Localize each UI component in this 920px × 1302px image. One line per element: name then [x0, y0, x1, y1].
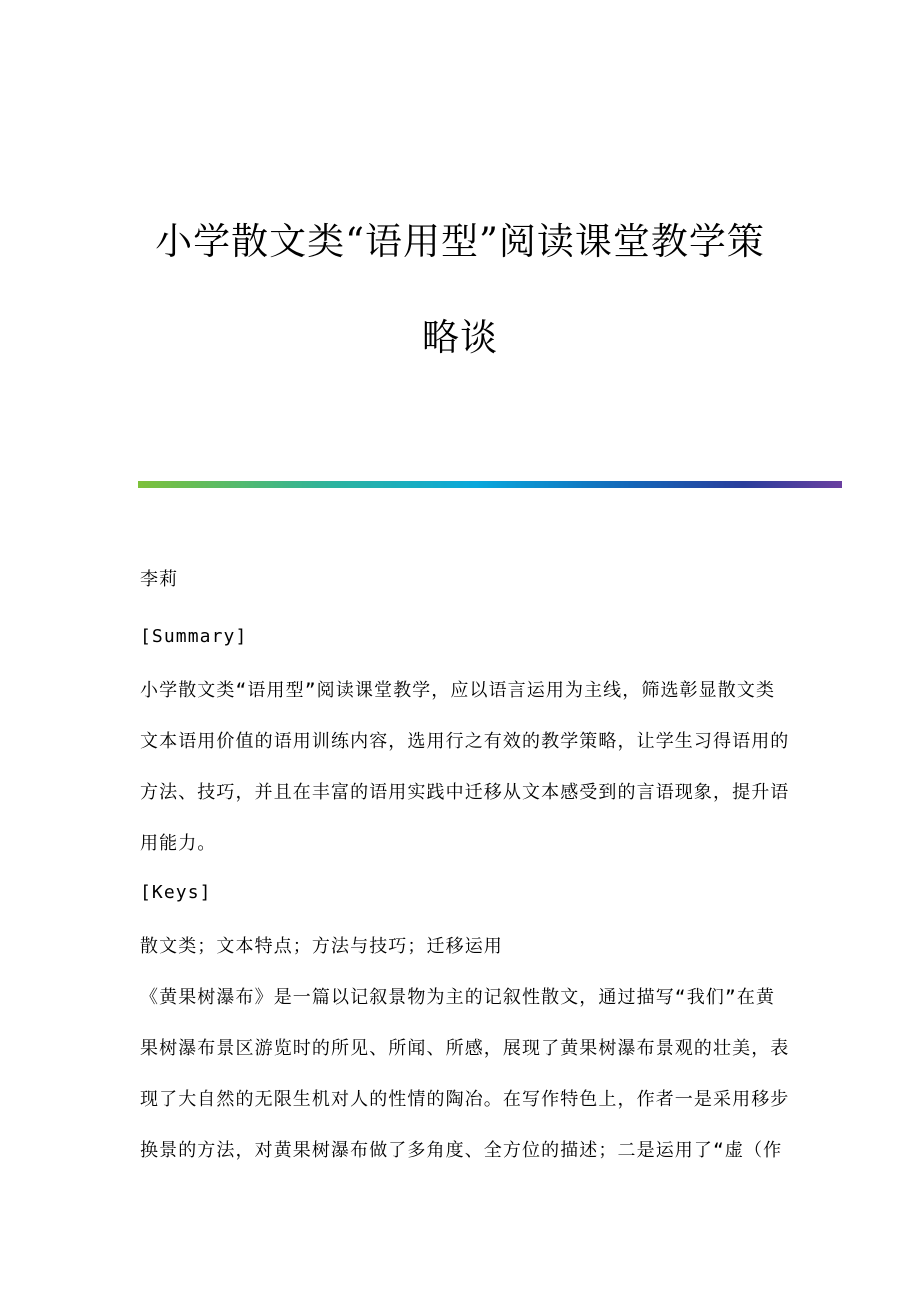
author-name: 李莉: [140, 569, 179, 590]
body-line: 果树瀑布景区游览时的所见、所闻、所感，展现了黄果树瀑布景观的壮美，表: [140, 1038, 790, 1059]
summary-line: 小学散文类“语用型”阅读课堂教学，应以语言运用为主线，筛选彰显散文类: [140, 680, 776, 701]
summary-line: 文本语用价值的语用训练内容，选用行之有效的教学策略，让学生习得语用的: [140, 731, 790, 752]
body-line: 换景的方法，对黄果树瀑布做了多角度、全方位的描述；二是运用了“虚（作: [140, 1140, 783, 1161]
body-paragraph: [140, 985, 789, 1189]
document-title-line-1: 小学散文类“语用型”阅读课堂教学策: [155, 220, 765, 263]
summary-line: 用能力。: [140, 833, 217, 854]
body-line: 现了大自然的无限生机对人的性情的陶冶。在写作特色上，作者一是采用移步: [140, 1089, 790, 1110]
summary-line: 方法、技巧，并且在丰富的语用实践中迁移从文本感受到的言语现象，提升语: [140, 782, 790, 803]
keys-label: [Keys]: [140, 882, 212, 903]
gradient-divider: [138, 481, 842, 488]
summary-paragraph: [140, 678, 789, 882]
keywords-line: 散文类；文本特点；方法与技巧；迁移运用: [140, 936, 503, 957]
document-title-line-2: 略谈: [422, 316, 498, 359]
body-line: 《黄果树瀑布》是一篇以记叙景物为主的记叙性散文，通过描写“我们”在黄: [140, 987, 776, 1008]
summary-label: [Summary]: [140, 626, 248, 647]
